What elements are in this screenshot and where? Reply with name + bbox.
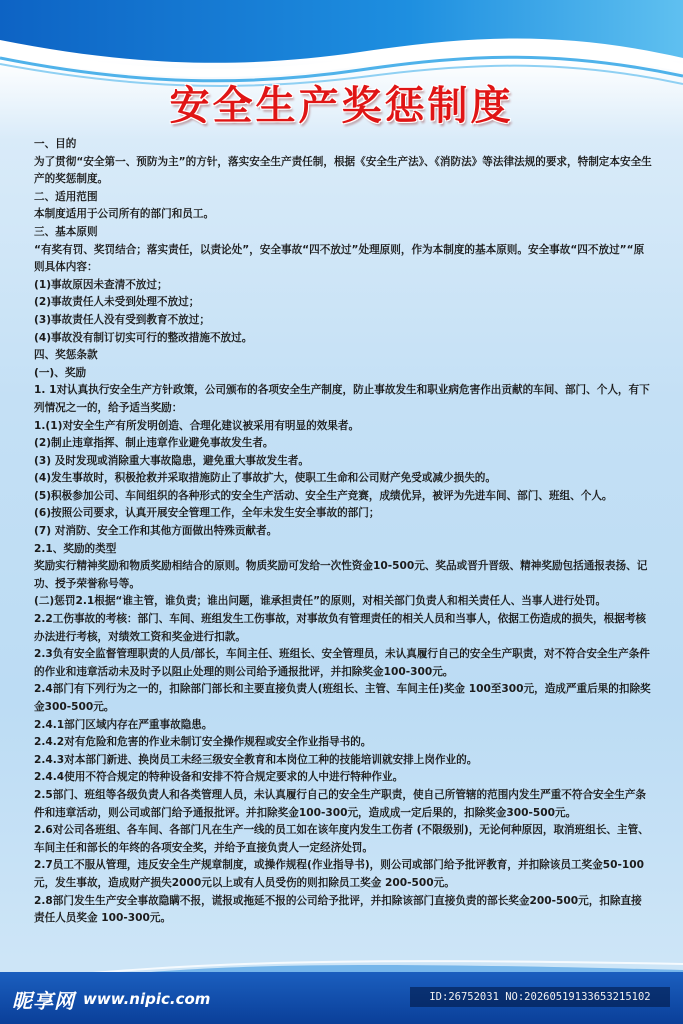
text-line: 2.8部门发生生产安全事故隐瞒不报，谎报或拖延不报的公司给予批评，并扣除该部门直接负责的部长奖金200-500元，扣除直接责任人员奖金 100-300元。 <box>34 894 642 925</box>
text-line: 四、奖惩条款 <box>34 349 98 362</box>
text-line: 2.4部门有下列行为之一的，扣除部门部长和主要直接负责人(班组长、主管、车间主任)奖金 100至300元，造成严重后果的扣除奖金300-500元。 <box>34 683 651 713</box>
image-id-label: ID:26752031 NO:20260519133653215102 <box>410 987 670 1007</box>
text-line: 2.6对公司各班组、各车间、各部门凡在生产一线的员工如在该年度内发生工伤者 (不限级别)，无论何种原因，取消班组长、主管、车间主任和部长的年终的各项安全奖，并给予直接负责人一定经济处罚。 <box>34 824 649 854</box>
text-line: 2.4.3对本部门新进、换岗员工未经三级安全教育和本岗位工种的技能培训就安排上岗作业的。 <box>34 753 478 766</box>
text-line: 一、目的 <box>34 138 77 150</box>
text-line: (3)事故责任人没有受到教育不放过； <box>34 313 210 326</box>
text-line: 2.4.4使用不符合规定的特种设备和安排不符合规定要求的人中进行特种作业。 <box>34 771 404 784</box>
text-line: “有奖有罚、奖罚结合；落实责任，以责论处”，安全事故“四不放过”处理原则，作为本制度的基本原则。安全事故“四不放过”“原则具体内容： <box>34 243 645 274</box>
text-line: 为了贯彻“安全第一、预防为主”的方针，落实安全生产责任制，根据《安全生产法》、《消防法》等法律法规的要求，特制定本安全生产的奖惩制度。 <box>34 155 652 186</box>
text-line: (一)、奖励 <box>34 366 87 379</box>
text-line: 2.3负有安全监督管理职责的人员/部长，车间主任、班组长、安全管理员，未认真履行自己的安全生产职责，对不符合安全生产条件的作业和违章活动未及时予以阻止处理的则公司给予通报批评，并扣除奖金100-300元。 <box>34 648 650 678</box>
text-line: 三、基本原则 <box>34 225 98 238</box>
logo-url: www.nipic.com <box>83 990 211 1008</box>
text-line: 2.4.2对有危险和危害的作业未制订安全操作规程或安全作业指导书的。 <box>34 736 372 749</box>
text-line: 奖励实行精神奖励和物质奖励相结合的原则。物质奖励可发给一次性资金10-500元、奖品或晋升晋级、精神奖励包括通报表扬、记功、授予荣誉称号等。 <box>34 560 648 590</box>
text-line: 本制度适用于公司所有的部门和员工。 <box>34 208 215 221</box>
logo-text: 昵享网 <box>12 988 75 1013</box>
text-line: 1.(1)对安全生产有所发明创造、合理化建议被采用有明显的效果者。 <box>34 419 360 432</box>
text-line: (4)发生事故时，积极抢救并采取措施防止了事故扩大，使职工生命和公司财产免受或减少损失的。 <box>34 472 496 485</box>
text-line: (4)事故没有制订切实可行的整改措施不放过。 <box>34 331 253 344</box>
text-line: 2.4.1部门区域内存在严重事故隐患。 <box>34 718 213 731</box>
text-line: (5)积极参加公司、车间组织的各种形式的安全生产活动、安全生产竞赛，成绩优异，被评为先进车间、部门、班组、个人。 <box>34 489 613 502</box>
text-line: (6)按照公司要求，认真开展安全管理工作，全年未发生安全事故的部门； <box>34 507 380 520</box>
regulation-body <box>34 136 652 928</box>
text-line: 2.2工伤事故的考核：部门、车间、班组发生工伤事故，对事故负有管理责任的相关人员和当事人，依据工伤造成的损失，根据考核办法进行考核，对绩效工资和奖金进行扣款。 <box>34 613 647 643</box>
page-title: 安全生产奖惩制度 <box>169 83 514 129</box>
text-line: (2)制止违章指挥、制止违章作业避免事故发生者。 <box>34 437 274 450</box>
text-line: 2.7员工不服从管理，违反安全生产规章制度，或操作规程(作业指导书)，则公司或部门给予批评教育，并扣除该员工奖金50-100元，发生事故，造成财产损失2000元以上或有人员受伤的则扣除员工奖金 200-500元。 <box>34 859 644 889</box>
text-line: 二、适用范围 <box>34 190 98 203</box>
text-line: (7) 对消防、安全工作和其他方面做出特殊贡献者。 <box>34 525 278 538</box>
text-line: 1. 1对认真执行安全生产方针政策，公司颁布的各项安全生产制度，防止事故发生和职业病危害作出贡献的车间、部门、个人，有下列情况之一的，给予适当奖励： <box>34 384 650 414</box>
text-line: (1)事故原因未查清不放过； <box>34 278 168 291</box>
nipic-watermark-logo <box>12 986 210 1012</box>
text-line: (3) 及时发现或消除重大事故隐患，避免重大事故发生者。 <box>34 454 309 467</box>
text-line: (二)惩罚2.1根据“谁主管，谁负责；谁出问题，谁承担责任”的原则，对相关部门负责人和相关责任人、当事人进行处罚。 <box>34 595 607 608</box>
text-line: 2.1、奖励的类型 <box>34 542 117 555</box>
text-line: (2)事故责任人未受到处理不放过； <box>34 296 200 309</box>
text-line: 2.5部门、班组等各级负责人和各类管理人员，未认真履行自己的安全生产职责，使自己所管辖的范围内发生严重不符合安全生产条件和违章活动，则公司或部门给予通报批评。并扣除奖金100-300元，造成成一定后果的，扣除奖金300-500元。 <box>34 788 647 819</box>
